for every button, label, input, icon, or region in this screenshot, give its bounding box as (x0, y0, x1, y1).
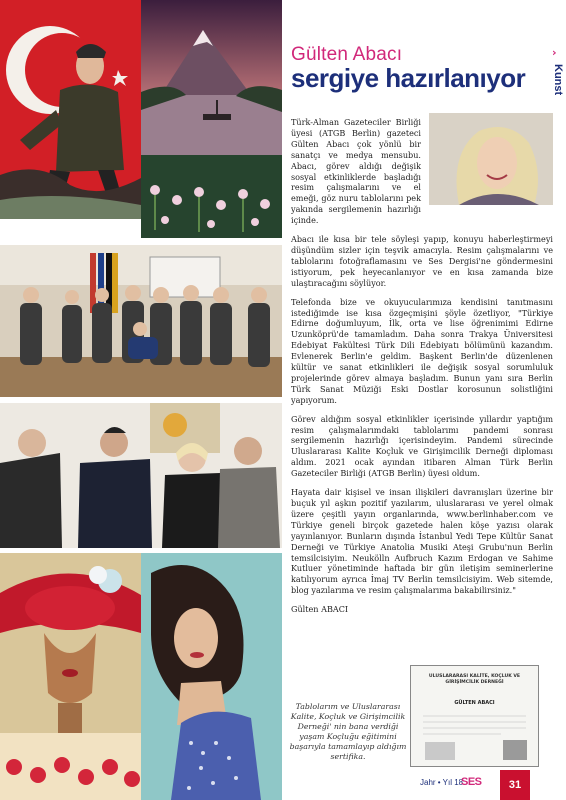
photo-caption: Tablolarım ve Uluslararası Kalite, Koçluk ve Girişimcilik Derneği' nin bana verdiği yaşam Koçluğu eğitimini başarıyla tamamlayıp aldığım sertifika. (289, 702, 407, 761)
section-arrow-icon: › (552, 46, 557, 59)
painting-ataturk-flag (0, 0, 141, 219)
certificate-title: ULUSLARARASI KALİTE, KOÇLUK VE GİRİŞİMCİLİK DERNEĞİ (428, 674, 521, 685)
paragraph-2: Abacı ile kısa bir tele söyleşi yapıp, konuyu haberleştirmeyi düşündüm sizler için teşvik amacıyla. Resim çalışmalarını ve tablolarını fotoğraflamasını ve Ses Dergisi'ne göndermesini istiyorum, pek heyecanlanıyor ve en kısa zamanda bize ulaştıracağını söylüyor. (291, 234, 553, 288)
painting-woman-red-hat (0, 553, 141, 800)
issue-label: Jahr • Yıl 18 (420, 778, 464, 787)
ses-logo: SES (461, 776, 482, 788)
article-kicker: Gülten Abacı (291, 44, 403, 65)
paragraph-3: Telefonda bize ve okuyucularımıza kendisini tanıtmasını istediğimde ise kısa özgeçmişini şöyle özetliyor, "Türkiye Edirne doğumluyum, İlk, orta ve lise öğrenimimi Edirne Uzunköprü'de tamamladım. Daha sonra Trakya Üniversitesi Edebiyat Fakültesi Türk Dili Edebiyatı bölümünü kazandım. Evlenerek Berlin'e geldim. Başkent Berlin'de düzenlenen kültür ve sanat etkinlikleri ile değişik sosyal sorumluluk projelerinde görev almaya başladım. Bunun yanı sıra Berlin Türk Sanat Müziği Eski Dostlar korosunun solistliğini yapıyorum. (291, 296, 553, 405)
section-tab-label: Kunst (552, 64, 564, 96)
article-body (291, 117, 553, 623)
article-headline: sergiye hazırlanıyor (291, 63, 526, 93)
painting-woman-dark-hair (141, 553, 282, 800)
photo-four-people (0, 403, 282, 548)
photo-certificate (410, 665, 539, 767)
section-tab (546, 44, 566, 100)
photo-group-event (0, 245, 282, 397)
painting-mountain-lake (141, 0, 282, 238)
paragraph-5: Hayata dair kişisel ve insan ilişkileri davranışları üzerine bir buçuk yıl aşkın pozitif yazılarım, uluslararası ve yerel olmak üzere çeşitli yayın organlarında, www.berlinhaber.com ve Türkiye geneli birçok gazetede halen köşe yazısı olarak yayınlanıyor. Bunların dışında İstanbul Yedi Tepe Kültür Sanat Derneği ve Türkiye Anatolia Musiki Ateşi Grubu'nun Berlin temsilcisiyim. Neukölln Aufbruch Kazım Erdogan ve Sahime Kutluer yönetiminde haftada bir gün iletişim seminerlerine katılıyorum ayrıca İmaj TV Berlin temsilcisiyim. Web sitemde, blog yazılarıma ve resim çalışmalarıma bakabilirsiniz." (291, 487, 553, 596)
certificate-name: GÜLTEN ABACI (454, 700, 495, 706)
page-number: 31 (500, 770, 530, 800)
paragraph-1: Türk-Alman Gazeteciler Birliği üyesi (ATGB Berlin) gazeteci Gülten Abacı çok yönlü bir sanatçı ve medya mensubu. Abacı, görev aldığı değişik sosyal etkinliklerde başladığı resim çalışmalarını ve el emeği, göz nuru tablolarını pek yakında sergilemenin hazırlığı içinde. (291, 117, 421, 226)
paragraph-4: Görev aldığım sosyal etkinlikler içerisinde yıllardır yaptığım resim çalışmalarımdaki tablolarımı pandemi sonrası sergilemenin hazırlığı içerisindeyim. Pandemi sürecinde Uluslararası Kalite Koçluk ve Girişimcilik Derneği diploması aldım. 2021 ocak ayından itibaren Alman Türk Berlin Gazeteciler Birliği (ATGB Berlin) üyesi oldum. (291, 413, 553, 479)
page-footer (0, 770, 566, 800)
signature: Gülten ABACI (291, 604, 349, 615)
